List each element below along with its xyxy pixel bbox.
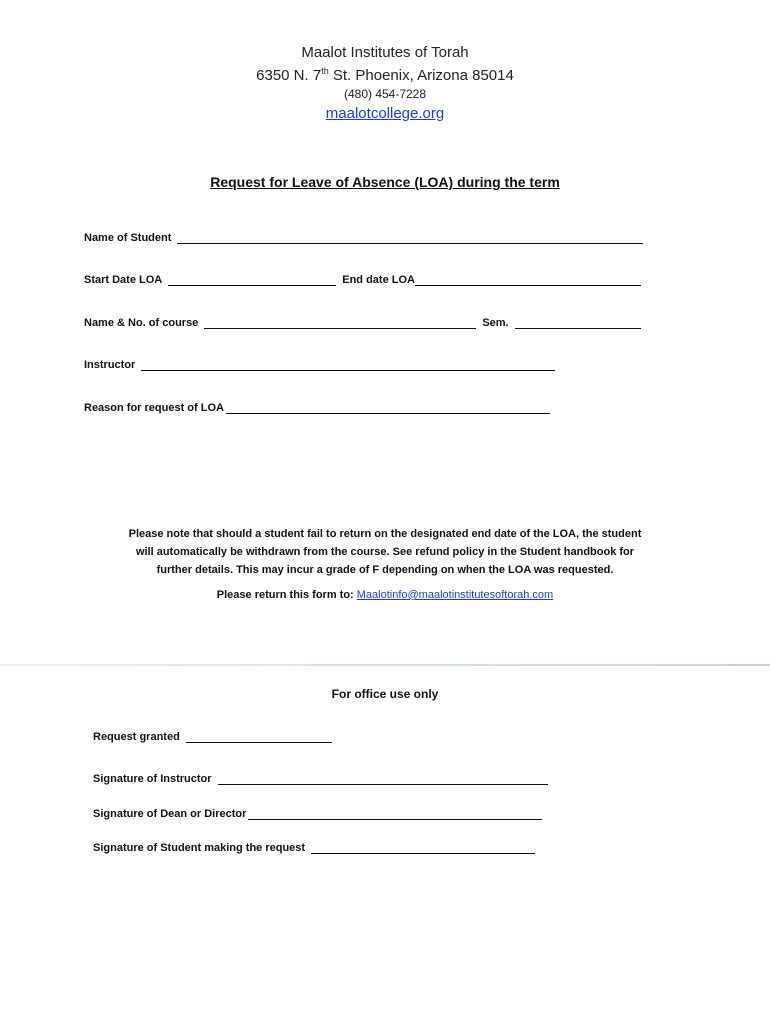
request-granted-row [93,731,332,743]
office-use-heading: For office use only [331,687,439,701]
instructor-field[interactable] [141,360,555,371]
section-divider [0,664,770,666]
notice-line: further details. This may incur a grade of F depending on when the LOA was requested. [156,564,614,576]
return-label: Please return this form to: [216,589,354,601]
name-of-student-field[interactable] [177,233,643,244]
dean-signature-label: Signature of Dean or Director [93,808,247,820]
instructor-signature-field[interactable] [218,774,548,785]
instructor-row [84,359,555,371]
return-instructions [0,589,770,601]
notice-line: will automatically be withdrawn from the course. See refund policy in the Student handbook for [135,546,635,558]
request-granted-label: Request granted [93,731,180,743]
form-title: Request for Leave of Absence (LOA) during the term [210,174,560,190]
institution-phone: (480) 454-7228 [343,87,427,101]
instructor-signature-label: Signature of Instructor [93,773,212,785]
student-signature-label: Signature of Student making the request [93,842,306,854]
loa-dates-row [84,274,641,286]
institution-address [0,66,770,84]
sem-label: Sem. [482,317,509,329]
sem-field[interactable] [515,318,641,329]
start-date-field[interactable] [168,275,336,286]
instructor-label: Instructor [84,359,136,371]
notice-line: Please note that should a student fail to return on the designated end date of the LOA, the student [128,528,642,540]
institution-name: Maalot Institutes of Torah [301,44,469,61]
name-of-student-label: Name of Student [84,232,172,244]
reason-field[interactable] [226,403,550,414]
dean-signature-field[interactable] [248,809,542,820]
student-signature-field[interactable] [311,843,535,854]
address-part: 6350 N. 7 [256,67,322,84]
course-field[interactable] [204,318,476,329]
student-signature-row [93,842,535,854]
name-of-student-row [84,232,643,244]
reason-row [84,402,550,414]
website-link[interactable]: maalotcollege.org [325,105,445,122]
address-superscript: th [321,66,329,76]
end-date-label: End date LOA [342,274,415,286]
policy-notice [90,525,680,579]
dean-signature-row [93,808,542,820]
course-row [84,317,641,329]
start-date-label: Start Date LOA [84,274,163,286]
instructor-signature-row [93,773,548,785]
request-granted-field[interactable] [186,732,332,743]
reason-label: Reason for request of LOA [84,402,224,414]
return-email-link[interactable]: Maalotinfo@maalotinstitutesoftorah.com [356,589,554,601]
address-part: St. Phoenix, Arizona 85014 [328,67,514,84]
end-date-field[interactable] [415,275,641,286]
course-label: Name & No. of course [84,317,199,329]
